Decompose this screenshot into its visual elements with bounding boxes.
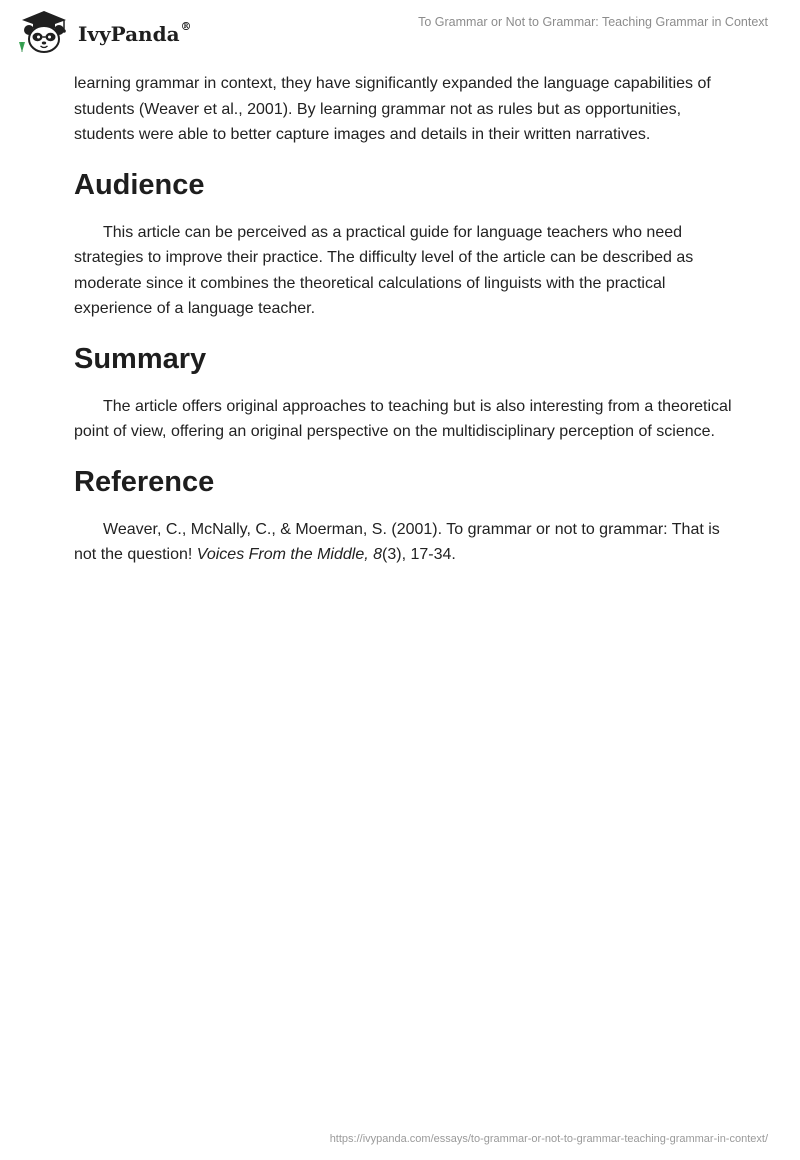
- audience-paragraph: This article can be perceived as a practical guide for language teachers who need strategies to improve their practice. The difficulty level of the article can be described as moderate since it combines the theoretical calculations of linguists with the practical experience of a language teacher.: [74, 223, 694, 317]
- ivypanda-logo[interactable]: [14, 8, 192, 56]
- summary-paragraph: The article offers original approaches to teaching but is also interesting from a theoretical point of view, offering an original perspective on the multidisciplinary perception of science.: [74, 397, 732, 440]
- section-heading-summary: Summary: [74, 342, 207, 375]
- document-title: To Grammar or Not to Grammar: Teaching Grammar in Context: [418, 15, 768, 29]
- intro-paragraph: learning grammar in context, they have significantly expanded the language capabilities of students (Weaver et al., 2001). By learning grammar not as rules but as opportunities, students were able to better capture images and details in their written narratives.: [74, 75, 711, 143]
- essay-body: [74, 71, 734, 568]
- section-heading-reference: Reference: [74, 465, 215, 498]
- reference-pages: (3), 17-34.: [382, 546, 456, 563]
- registered-mark: ®: [180, 20, 192, 33]
- brand-name-text: IvyPanda: [78, 22, 180, 46]
- section-heading-audience: Audience: [74, 168, 205, 201]
- reference-authors-title: Weaver, C., McNally, C., & Moerman, S. (2001). To grammar or not to grammar: That is not the question!: [74, 520, 720, 563]
- brand-name: [78, 22, 192, 46]
- source-url[interactable]: https://ivypanda.com/essays/to-grammar-or-not-to-grammar-teaching-grammar-in-context/: [329, 1133, 768, 1145]
- panda-graduate-icon: [14, 8, 72, 56]
- reference-journal: Voices From the Middle, 8: [196, 546, 383, 563]
- page-header: [0, 0, 800, 64]
- reference-entry: [74, 517, 734, 568]
